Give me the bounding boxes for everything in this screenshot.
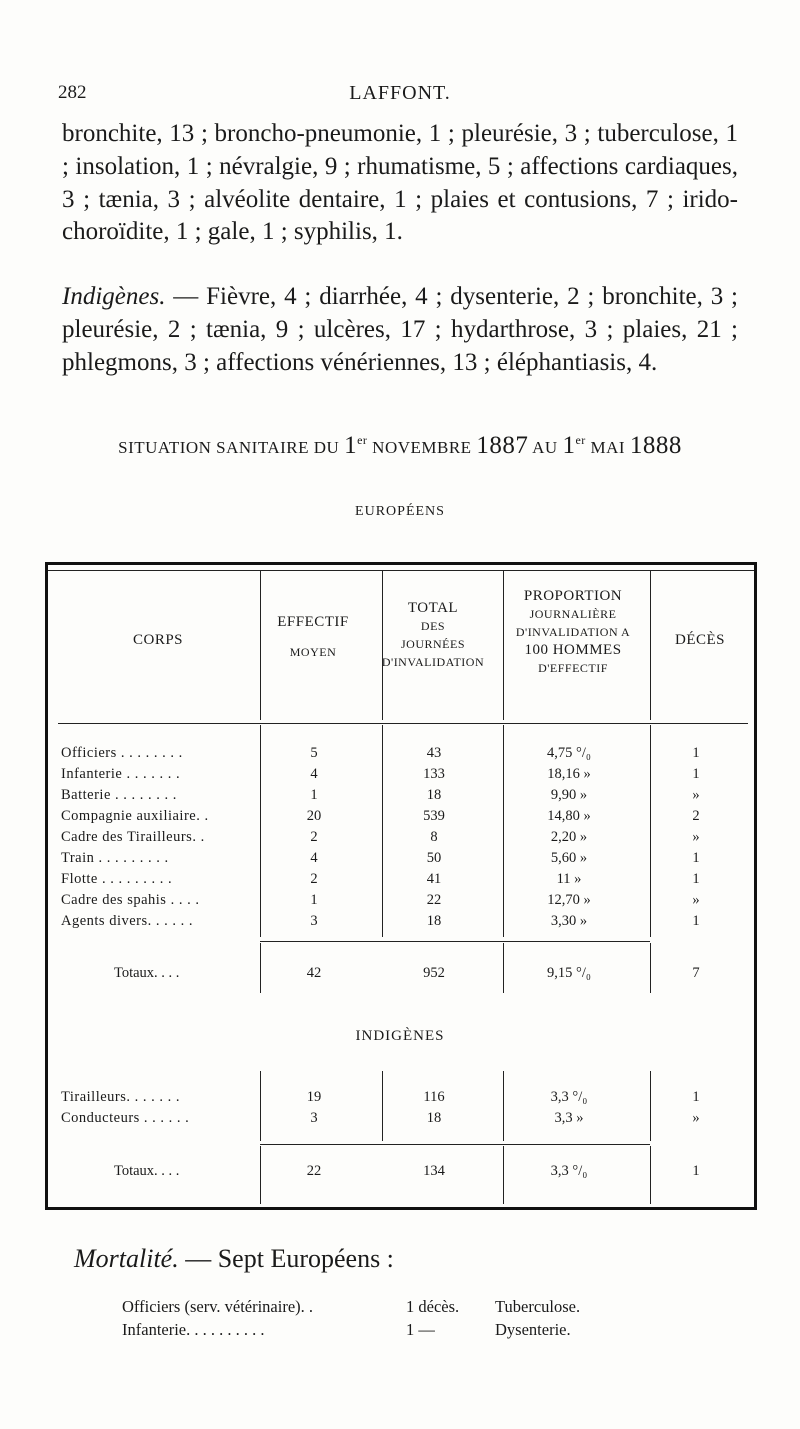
table-top-rule xyxy=(48,570,754,571)
col-rule xyxy=(260,943,261,993)
proportion-cell: 3,3 °/₀ xyxy=(550,1089,588,1105)
corps-cell: Conducteurs . . . . . . xyxy=(61,1110,190,1126)
paragraph-europeens-diseases xyxy=(62,118,738,249)
proportion-cell: 3,30 » xyxy=(550,913,588,929)
header-rule xyxy=(58,723,748,724)
total-cell: 43 xyxy=(426,745,442,761)
corps-cell: Agents divers. . . . . . xyxy=(61,913,194,929)
paragraph-text: — Fièvre, 4 ; diarrhée, 4 ; dysenterie, 2 ; bronchite, 3 ; pleurésie, 2 ; tænia, 9 ; ulcères, 17 ; hydarthrose, 3 ; plaies, 21 ; phlegmons, 3 ; affections vénériennes, 13 ; éléphantiasis, 4. xyxy=(62,283,738,376)
corps-cell: Cadre des Tirailleurs. . xyxy=(61,829,205,845)
effectif-cell: 2 xyxy=(310,829,318,845)
deces-cell: 1 xyxy=(692,1089,700,1105)
paragraph-text: bronchite, 13 ; broncho-pneumonie, 1 ; pleurésie, 3 ; tuberculose, 1 ; insolation, 1 ; névralgie, 9 ; rhumatisme, 5 ; affections cardiaques, 3 ; tænia, 3 ; alvéolite dentaire, 1 ; plaies et contusions, 7 ; irido-choroïdite, 1 ; gale, 1 ; syphilis, 1. xyxy=(62,120,738,246)
totals-rule xyxy=(260,1144,650,1145)
indigenes-title: INDIGÈNES xyxy=(355,1028,445,1044)
page-header xyxy=(0,82,800,110)
table-row xyxy=(48,871,760,891)
proportion-cell: 12,70 » xyxy=(547,892,591,908)
mortalite-label: Mortalité. xyxy=(74,1244,179,1273)
proportion-cell: 18,16 » xyxy=(547,766,591,782)
deces-cell: 1 xyxy=(692,745,700,761)
total-cell: 18 xyxy=(426,1110,442,1126)
total-cell: 18 xyxy=(426,787,442,803)
col-header-proportion: PROPORTION JOURNALIÈRE D'INVALIDATION A 100 HOMMES D'EFFECTIF xyxy=(515,588,631,675)
europeens-title: EUROPÉENS xyxy=(355,504,445,519)
statistics-table xyxy=(45,562,757,1210)
col-rule xyxy=(503,943,504,993)
effectif-cell: 1 xyxy=(310,892,318,908)
total-cell: 8 xyxy=(430,829,438,845)
proportion-cell: 2,20 » xyxy=(550,829,588,845)
table-row xyxy=(48,745,760,765)
deces-cell: 1 xyxy=(692,871,700,887)
deces-cell: 1 xyxy=(692,766,700,782)
corps-cell: Officiers . . . . . . . . xyxy=(61,745,183,761)
total-cell: 116 xyxy=(423,1089,445,1105)
total-cell: 133 xyxy=(423,766,445,782)
deces-cell: » xyxy=(692,829,700,845)
deces-cell: 1 xyxy=(692,913,700,929)
proportion-cell: 5,60 » xyxy=(550,850,588,866)
effectif-cell: 1 xyxy=(310,787,318,803)
corps-cell: Batterie . . . . . . . . xyxy=(61,787,177,803)
col-rule xyxy=(650,943,651,993)
proportion-cell: 11 » xyxy=(556,871,582,887)
mortalite-count: 1 décès. xyxy=(406,1297,460,1316)
deces-cell: » xyxy=(692,1110,700,1126)
deces-cell: 1 xyxy=(692,850,700,866)
proportion-cell: 3,3 » xyxy=(554,1110,584,1126)
col-rule xyxy=(260,570,261,720)
table-row xyxy=(48,850,760,870)
corps-cell: Compagnie auxiliaire. . xyxy=(61,808,209,824)
table-row xyxy=(48,766,760,786)
mortalite-heading xyxy=(74,1244,394,1274)
table-row-totals: Totaux. . . . 22 134 3,3 °/₀ 1 xyxy=(114,1163,700,1179)
mortalite-cause: Dysenterie. xyxy=(495,1320,571,1339)
table-row-totals: Totaux. . . . 42 952 9,15 °/₀ 7 xyxy=(114,965,700,981)
table-row xyxy=(48,1110,760,1130)
mortalite-cause: Tuberculose. xyxy=(495,1297,581,1316)
deces-cell: 2 xyxy=(692,808,700,824)
col-rule xyxy=(503,570,504,720)
totals-rule xyxy=(260,941,650,942)
col-rule xyxy=(382,570,383,720)
corps-cell: Cadre des spahis . . . . xyxy=(61,892,200,908)
table-row xyxy=(48,913,760,933)
mortalite-corps: Officiers (serv. vétérinaire). . xyxy=(122,1297,314,1316)
deces-cell: » xyxy=(692,892,700,908)
effectif-cell: 3 xyxy=(310,913,318,929)
mortalite-corps: Infanterie. . . . . . . . . . xyxy=(122,1320,265,1339)
section-title: SITUATION SANITAIRE DU 1er NOVEMBRE 1887 AU 1er MAI 1888 xyxy=(118,432,682,459)
effectif-cell: 20 xyxy=(306,808,322,824)
table-row xyxy=(48,829,760,849)
col-rule xyxy=(650,570,651,720)
page-number: 282 xyxy=(58,82,87,103)
effectif-cell: 19 xyxy=(306,1089,322,1105)
corps-cell: Train . . . . . . . . . xyxy=(61,850,169,866)
table-row xyxy=(48,808,760,828)
table-row xyxy=(48,892,760,912)
effectif-cell: 5 xyxy=(310,745,318,761)
paragraph-indigenes-diseases xyxy=(62,281,738,379)
total-cell: 539 xyxy=(423,808,445,824)
mortalite-count: 1 — xyxy=(406,1320,435,1339)
col-header-total: TOTAL DES JOURNÉES D'INVALIDATION xyxy=(381,600,485,669)
table-row xyxy=(48,1089,760,1109)
table-row xyxy=(48,787,760,807)
proportion-cell: 14,80 » xyxy=(547,808,591,824)
proportion-cell: 9,90 » xyxy=(550,787,588,803)
col-header-effectif: EFFECTIF MOYEN xyxy=(277,614,349,659)
effectif-cell: 4 xyxy=(310,850,318,866)
deces-cell: » xyxy=(692,787,700,803)
mortalite-row xyxy=(122,1297,682,1319)
effectif-cell: 4 xyxy=(310,766,318,782)
proportion-cell: 4,75 °/₀ xyxy=(547,745,591,761)
col-header-corps: CORPS xyxy=(132,632,184,648)
total-cell: 18 xyxy=(426,913,442,929)
running-title: LAFFONT. xyxy=(349,82,451,104)
total-cell: 41 xyxy=(426,871,442,887)
total-cell: 22 xyxy=(426,892,442,908)
total-cell: 50 xyxy=(426,850,442,866)
effectif-cell: 2 xyxy=(310,871,318,887)
mortalite-row xyxy=(122,1320,682,1342)
corps-cell: Flotte . . . . . . . . . xyxy=(61,871,173,887)
col-header-deces: DÉCÈS xyxy=(674,632,725,648)
mortalite-text: — Sept Européens : xyxy=(178,1244,394,1273)
paragraph-label: Indigènes. xyxy=(62,283,166,310)
corps-cell: Tirailleurs. . . . . . . xyxy=(61,1089,181,1105)
corps-cell: Infanterie . . . . . . . xyxy=(61,766,181,782)
effectif-cell: 3 xyxy=(310,1110,318,1126)
